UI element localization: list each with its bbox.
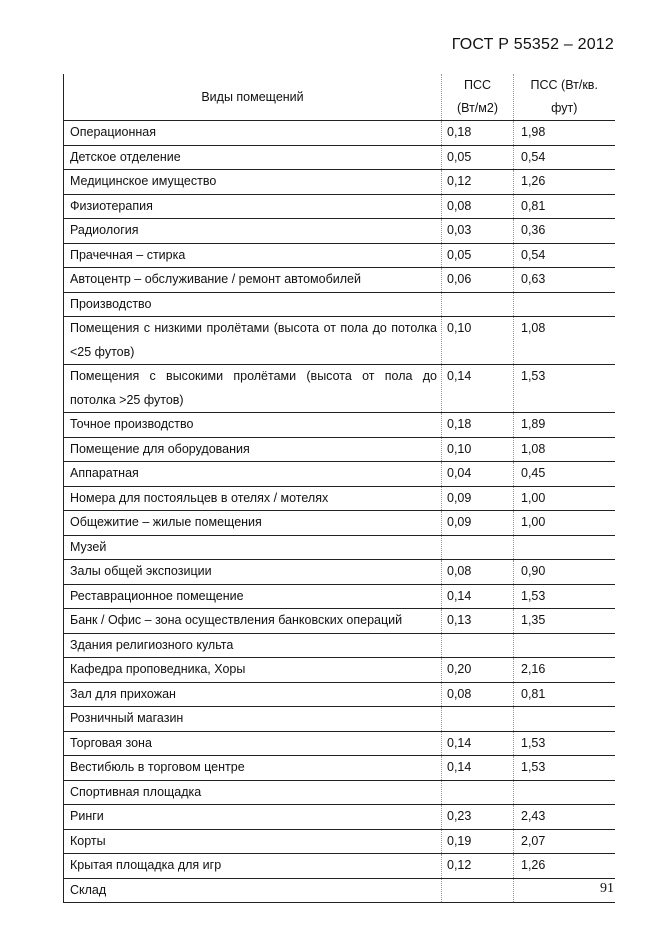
pss-ft-cell: [514, 292, 615, 317]
room-type-cell: Склад: [64, 878, 442, 903]
table-row: [64, 486, 615, 511]
pss-m2-cell: 0,05: [442, 243, 514, 268]
column-header-room-type-label: Виды помещений: [201, 90, 304, 104]
pss-m2-cell: 0,12: [442, 854, 514, 879]
table-row: [64, 560, 615, 585]
room-type-cell: Кафедра проповедника, Хоры: [64, 658, 442, 683]
pss-ft-cell: 1,08: [514, 317, 615, 365]
table-row: [64, 194, 615, 219]
room-type-cell: Помещения с высокими пролётами (высота от пола до потолка >25 футов): [64, 365, 442, 413]
pss-m2-cell: 0,12: [442, 170, 514, 195]
room-type-cell: Радиология: [64, 219, 442, 244]
pss-m2-cell: 0,08: [442, 682, 514, 707]
room-type-cell: Реставрационное помещение: [64, 584, 442, 609]
room-type-cell: Спортивная площадка: [64, 780, 442, 805]
pss-ft-cell: [514, 707, 615, 732]
table-row: [64, 780, 615, 805]
pss-ft-cell: 2,16: [514, 658, 615, 683]
pss-m2-cell: [442, 707, 514, 732]
pss-ft-cell: 0,45: [514, 462, 615, 487]
room-type-cell: Здания религиозного культа: [64, 633, 442, 658]
table-row: [64, 219, 615, 244]
table-body: [64, 121, 615, 903]
pss-m2-cell: 0,23: [442, 805, 514, 830]
table-row: [64, 682, 615, 707]
room-type-cell: Розничный магазин: [64, 707, 442, 732]
column-header-pss-ft-line2: фут): [551, 101, 578, 115]
room-type-cell: Детское отделение: [64, 145, 442, 170]
page-number: 91: [600, 881, 614, 896]
pss-ft-cell: 0,90: [514, 560, 615, 585]
room-type-cell: Точное производство: [64, 413, 442, 438]
table-row: [64, 609, 615, 634]
table-row: [64, 535, 615, 560]
pss-ft-cell: 1,26: [514, 854, 615, 879]
table-row: [64, 829, 615, 854]
pss-ft-cell: 2,07: [514, 829, 615, 854]
pss-m2-cell: [442, 780, 514, 805]
pss-m2-cell: 0,20: [442, 658, 514, 683]
room-type-cell: Производство: [64, 292, 442, 317]
pss-m2-cell: 0,14: [442, 365, 514, 413]
pss-ft-cell: 1,53: [514, 584, 615, 609]
room-type-cell: Медицинское имущество: [64, 170, 442, 195]
pss-m2-cell: 0,14: [442, 756, 514, 781]
room-type-cell: Номера для постояльцев в отелях / мотелях: [64, 486, 442, 511]
pss-ft-cell: 1,53: [514, 731, 615, 756]
pss-ft-cell: 1,08: [514, 437, 615, 462]
pss-ft-cell: 0,81: [514, 194, 615, 219]
document-code: ГОСТ Р 55352 – 2012: [451, 36, 614, 53]
room-type-cell: Операционная: [64, 121, 442, 146]
pss-ft-cell: 1,35: [514, 609, 615, 634]
room-type-cell: Банк / Офис – зона осуществления банковских операций: [64, 609, 442, 634]
pss-ft-cell: 1,53: [514, 756, 615, 781]
pss-ft-cell: 1,98: [514, 121, 615, 146]
table-row: [64, 584, 615, 609]
table-row: [64, 462, 615, 487]
room-type-cell: Залы общей экспозиции: [64, 560, 442, 585]
room-types-table: [63, 74, 614, 903]
pss-m2-cell: 0,10: [442, 317, 514, 365]
column-header-pss-ft-line1: ПСС (Вт/кв.: [530, 78, 598, 92]
pss-ft-cell: 1,53: [514, 365, 615, 413]
room-type-cell: Физиотерапия: [64, 194, 442, 219]
room-type-cell: Ринги: [64, 805, 442, 830]
column-header-pss-ft: [514, 74, 615, 121]
room-type-cell: Торговая зона: [64, 731, 442, 756]
pss-ft-cell: [514, 535, 615, 560]
table-row: [64, 292, 615, 317]
pss-m2-cell: 0,14: [442, 584, 514, 609]
table-row: [64, 511, 615, 536]
table-row: [64, 317, 615, 365]
room-type-cell: Автоцентр – обслуживание / ремонт автомобилей: [64, 268, 442, 293]
table-row: [64, 854, 615, 879]
pss-ft-cell: 0,54: [514, 243, 615, 268]
pss-ft-cell: 0,36: [514, 219, 615, 244]
pss-m2-cell: 0,09: [442, 486, 514, 511]
pss-ft-cell: 0,81: [514, 682, 615, 707]
table-row: [64, 658, 615, 683]
pss-ft-cell: 1,00: [514, 486, 615, 511]
column-header-pss-m2-line1: ПСС: [463, 78, 492, 92]
pss-m2-cell: 0,05: [442, 145, 514, 170]
room-type-cell: Вестибюль в торговом центре: [64, 756, 442, 781]
room-type-cell: Прачечная – стирка: [64, 243, 442, 268]
pss-ft-cell: [514, 633, 615, 658]
column-header-pss-m2: [442, 74, 514, 121]
pss-m2-cell: 0,10: [442, 437, 514, 462]
table-row: [64, 365, 615, 413]
pss-m2-cell: [442, 878, 514, 903]
table-row: [64, 437, 615, 462]
pss-ft-cell: 1,89: [514, 413, 615, 438]
pss-m2-cell: 0,18: [442, 121, 514, 146]
pss-m2-cell: 0,09: [442, 511, 514, 536]
pss-m2-cell: 0,14: [442, 731, 514, 756]
pss-m2-cell: [442, 292, 514, 317]
pss-m2-cell: 0,03: [442, 219, 514, 244]
table-row: [64, 756, 615, 781]
pss-m2-cell: 0,08: [442, 560, 514, 585]
pss-m2-cell: 0,04: [442, 462, 514, 487]
table-row: [64, 243, 615, 268]
pss-m2-cell: 0,18: [442, 413, 514, 438]
room-type-cell: Крытая площадка для игр: [64, 854, 442, 879]
room-type-cell: Помещения с низкими пролётами (высота от пола до потолка <25 футов): [64, 317, 442, 365]
table-row: [64, 878, 615, 903]
pss-m2-cell: 0,08: [442, 194, 514, 219]
pss-m2-cell: 0,13: [442, 609, 514, 634]
room-type-cell: Музей: [64, 535, 442, 560]
column-header-room-type: [64, 74, 442, 121]
pss-ft-cell: 0,63: [514, 268, 615, 293]
pss-m2-cell: [442, 633, 514, 658]
table-header-row: [64, 74, 615, 121]
room-type-cell: Корты: [64, 829, 442, 854]
pss-m2-cell: [442, 535, 514, 560]
room-type-cell: Зал для прихожан: [64, 682, 442, 707]
table-row: [64, 121, 615, 146]
room-type-cell: Помещение для оборудования: [64, 437, 442, 462]
table-row: [64, 413, 615, 438]
pss-ft-cell: [514, 780, 615, 805]
pss-m2-cell: 0,19: [442, 829, 514, 854]
pss-ft-cell: 2,43: [514, 805, 615, 830]
room-type-cell: Аппаратная: [64, 462, 442, 487]
table-row: [64, 805, 615, 830]
pss-ft-cell: 1,00: [514, 511, 615, 536]
table-row: [64, 268, 615, 293]
room-type-cell: Общежитие – жилые помещения: [64, 511, 442, 536]
table-row: [64, 731, 615, 756]
column-header-pss-m2-line2: (Вт/м2): [457, 101, 498, 115]
pss-m2-cell: 0,06: [442, 268, 514, 293]
table-row: [64, 633, 615, 658]
table-row: [64, 145, 615, 170]
pss-ft-cell: 1,26: [514, 170, 615, 195]
table-row: [64, 170, 615, 195]
table-row: [64, 707, 615, 732]
pss-ft-cell: 0,54: [514, 145, 615, 170]
